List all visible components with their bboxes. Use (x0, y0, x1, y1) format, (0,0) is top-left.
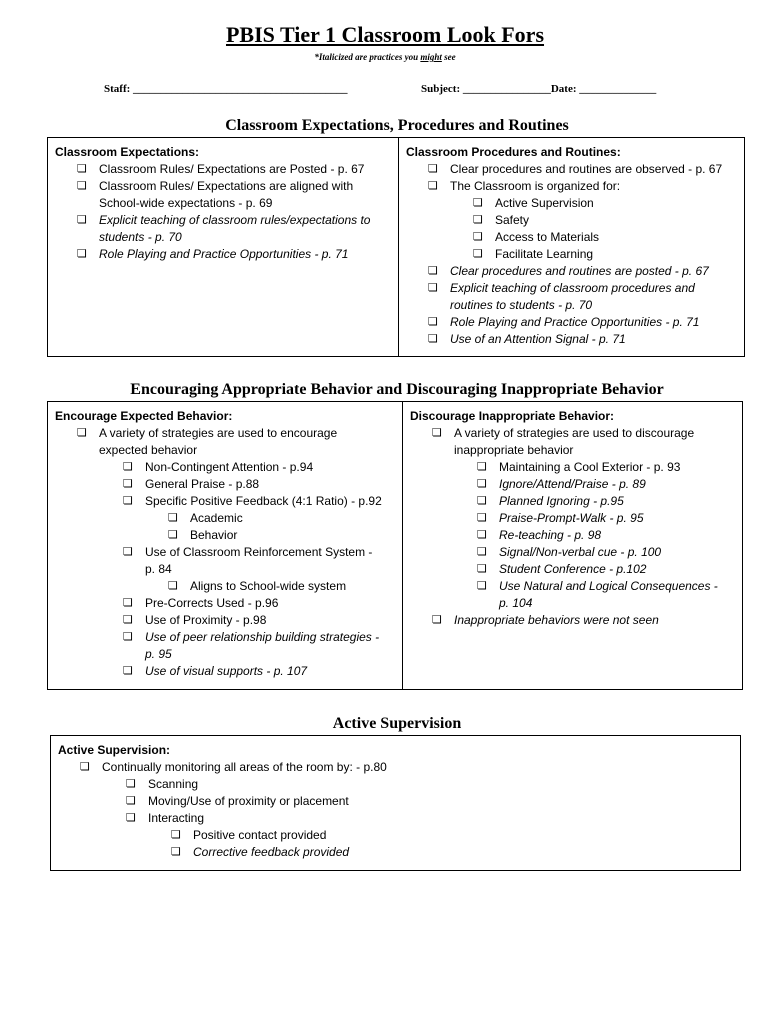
subtitle-suffix: see (441, 52, 456, 62)
checkbox-icon[interactable]: ❏ (80, 761, 90, 773)
checkbox-icon[interactable]: ❏ (473, 214, 483, 226)
checkbox-icon[interactable]: ❏ (77, 214, 87, 226)
checkbox-icon[interactable]: ❏ (428, 316, 438, 328)
checkbox-icon[interactable]: ❏ (77, 180, 87, 192)
right-column: Classroom Procedures and Routines: ❏ Clear procedures and routines are observed - p. 67 ❏ The Classroom is organized for: ❏ Active Supervision ❏ Safety ❏ Access to Materials ❏ Facilitate Learning ❏ Clear procedures and routines are posted - p. 67 ❏ Explicit teaching of classroom procedures and routines to students - p. 70 ❏ Role Playing and Practice Opportunities - p. 71 ❏ Use of an Attention Signal - p. 71 (406, 145, 723, 346)
discourage-heading: Discourage Inappropriate Behavior: (410, 409, 615, 423)
checkbox-icon[interactable]: ❏ (168, 529, 178, 541)
staff-field (104, 83, 348, 95)
checkbox-icon[interactable]: ❏ (126, 795, 136, 807)
active-supervision-heading: Active Supervision: (58, 743, 171, 757)
column-divider (398, 138, 399, 356)
left-column: Encourage Expected Behavior: ❏ A variety of strategies are used to encourage expected behavior ❏ Non-Contingent Attention - p.94 ❏ General Praise - p.88 ❏ Specific Positive Feedback (4:1 Ratio) - p.92 ❏ Academic ❏ Behavior ❏ Use of Classroom Reinforcement System - p. 84 ❏ Aligns to School-wide system ❏ Pre-Corrects Used - p.96 ❏ Use of Proximity - p.98 ❏ Use of peer relationship building strategies - p. 95 ❏ Use of visual supports - p. 107 (55, 409, 382, 678)
checkbox-icon[interactable]: ❏ (126, 812, 136, 824)
section-box-expectations (47, 137, 745, 357)
checkbox-icon[interactable]: ❏ (428, 282, 438, 294)
checkbox-icon[interactable]: ❏ (432, 614, 442, 626)
checkbox-icon[interactable]: ❏ (123, 665, 133, 677)
subject-blank[interactable]: ________________ (462, 83, 551, 95)
checkbox-icon[interactable]: ❏ (477, 461, 487, 473)
section-title-behavior: Encouraging Appropriate Behavior and Discouraging Inappropriate Behavior (130, 381, 664, 398)
checkbox-icon[interactable]: ❏ (473, 248, 483, 260)
checkbox-icon[interactable]: ❏ (123, 495, 133, 507)
checkbox-icon[interactable]: ❏ (171, 829, 181, 841)
column-divider (402, 402, 403, 689)
checkbox-icon[interactable]: ❏ (473, 197, 483, 209)
checkbox-icon[interactable]: ❏ (477, 546, 487, 558)
encourage-heading: Encourage Expected Behavior: (55, 409, 233, 423)
right-column: Discourage Inappropriate Behavior: ❏ A variety of strategies are used to discourage inappropriate behavior ❏ Maintaining a Cool Exterior - p. 93 ❏ Ignore/Attend/Praise - p. 89 ❏ Planned Ignoring - p.95 ❏ Praise-Prompt-Walk - p. 95 ❏ Re-teaching - p. 98 ❏ Signal/Non-verbal cue - p. 100 ❏ Student Conference - p.102 ❏ Use Natural and Logical Consequences - p. 104 ❏ Inappropriate behaviors were not seen (410, 409, 718, 627)
checkbox-icon[interactable]: ❏ (126, 778, 136, 790)
checkbox-icon[interactable]: ❏ (477, 512, 487, 524)
left-column: Classroom Expectations: ❏ Classroom Rules/ Expectations are Posted - p. 67 ❏ Classroom Rules/ Expectations are aligned with School-wide expectations - p. 69 ❏ Explicit teaching of classroom rules/expectations to students - p. 70 ❏ Role Playing and Practice Opportunities - p. 71 (55, 145, 371, 261)
subtitle-emphasis: might (420, 52, 442, 62)
checkbox-icon[interactable]: ❏ (77, 248, 87, 260)
classroom-procedures-heading: Classroom Procedures and Routines: (406, 145, 621, 159)
checkbox-icon[interactable]: ❏ (168, 512, 178, 524)
checkbox-icon[interactable]: ❏ (123, 614, 133, 626)
checkbox-icon[interactable]: ❏ (428, 180, 438, 192)
section-title-supervision: Active Supervision (332, 715, 462, 732)
date-label: Date: (550, 83, 577, 95)
subject-field (421, 83, 656, 95)
section-box-supervision: Active Supervision: ❏ Continually monitoring all areas of the room by: - p.80 ❏ Scanning ❏ Moving/Use of proximity or placement ❏ Interacting ❏ Positive contact provided ❏ Corrective feedback provided (50, 735, 741, 871)
checkbox-icon[interactable]: ❏ (477, 478, 487, 490)
checkbox-icon[interactable]: ❏ (171, 846, 181, 858)
subject-label: Subject: (421, 83, 461, 95)
checkbox-icon[interactable]: ❏ (123, 461, 133, 473)
date-blank[interactable]: ______________ (579, 83, 657, 95)
checkbox-icon[interactable]: ❏ (473, 231, 483, 243)
checkbox-icon[interactable]: ❏ (477, 563, 487, 575)
checkbox-icon[interactable]: ❏ (123, 631, 133, 643)
checkbox-icon[interactable]: ❏ (432, 427, 442, 439)
section-title-expectations: Classroom Expectations, Procedures and Routines (225, 117, 569, 134)
checkbox-icon[interactable]: ❏ (428, 265, 438, 277)
checkbox-icon[interactable]: ❏ (477, 580, 487, 592)
classroom-expectations-heading: Classroom Expectations: (55, 145, 200, 159)
checkbox-icon[interactable]: ❏ (123, 478, 133, 490)
checkbox-icon[interactable]: ❏ (428, 333, 438, 345)
page-subtitle (0, 52, 770, 62)
page-title: PBIS Tier 1 Classroom Look Fors (225, 22, 545, 47)
checkbox-icon[interactable]: ❏ (77, 163, 87, 175)
checkbox-icon[interactable]: ❏ (123, 546, 133, 558)
staff-label: Staff: (104, 83, 131, 95)
checkbox-icon[interactable]: ❏ (77, 427, 87, 439)
checkbox-icon[interactable]: ❏ (477, 529, 487, 541)
checkbox-icon[interactable]: ❏ (428, 163, 438, 175)
section-box-behavior (47, 401, 743, 690)
staff-blank[interactable]: _______________________________________ (133, 83, 348, 95)
checkbox-icon[interactable]: ❏ (123, 597, 133, 609)
checkbox-icon[interactable]: ❏ (168, 580, 178, 592)
checkbox-icon[interactable]: ❏ (477, 495, 487, 507)
subtitle-prefix: *Italicized are practices you (314, 52, 421, 62)
